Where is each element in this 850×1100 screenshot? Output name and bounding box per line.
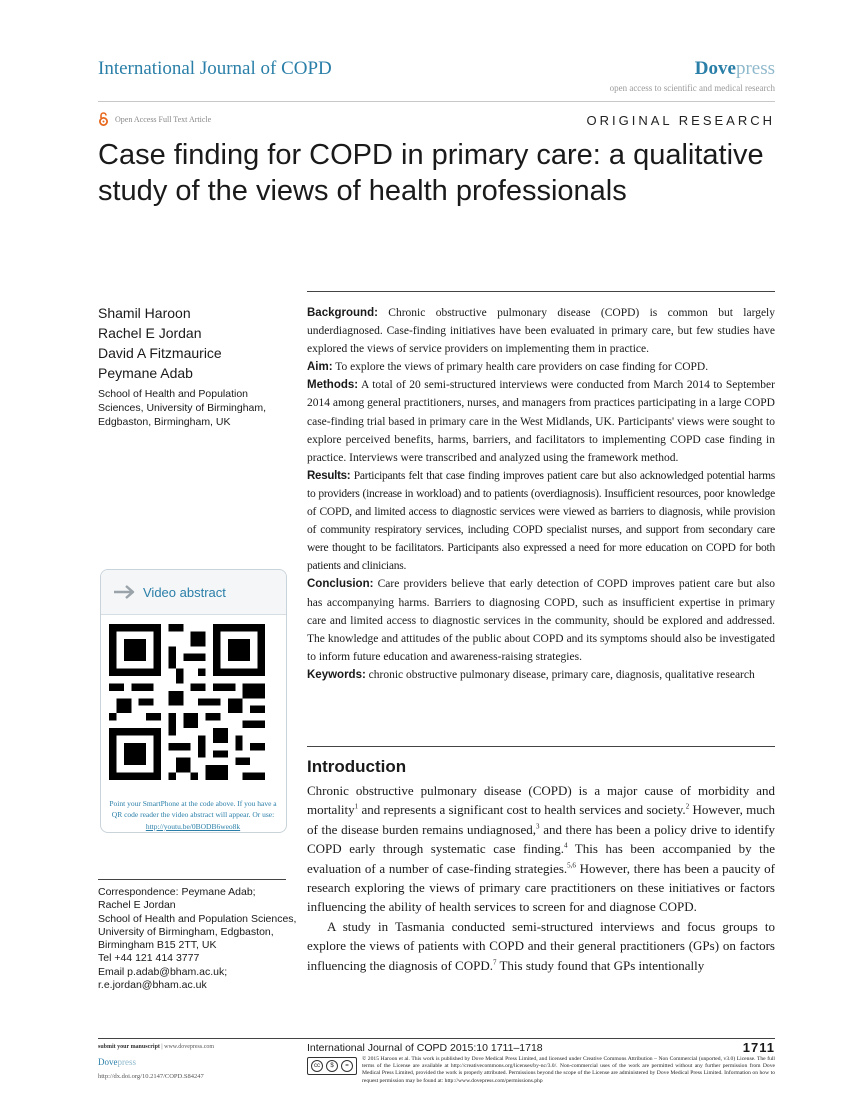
abstract-top-rule bbox=[307, 291, 775, 292]
publisher-tagline: open access to scientific and medical research bbox=[609, 83, 775, 93]
article-type: ORIGINAL RESEARCH bbox=[586, 113, 775, 128]
qr-code-icon[interactable] bbox=[109, 624, 265, 780]
citation-ref[interactable]: 1 bbox=[354, 803, 359, 812]
abstract-methods: Methods: A total of 20 semi-structured interviews were conducted from March 2014 to September 2014 among general practitioners, nurses, and managers from practices participating in a large COPD case-finding trial based in primary care in the West Midlands, UK. Participants' views were sought to explore perceived benefits, harms, barriers, and facilitators to implementing COPD case finding in practice. Interviews were transcribed and analyzed using the framework method. bbox=[307, 379, 775, 464]
video-link[interactable]: http://youtu.be/0BODB6weo8k bbox=[145, 822, 241, 831]
section-heading-introduction: Introduction bbox=[307, 757, 407, 776]
citation-ref[interactable]: 7 bbox=[492, 958, 497, 967]
license-text: © 2015 Haroon et al. This work is published by Dove Medical Press Limited, and licensed under Creative Commons Attribution – Non Commercial (unported, v3.0) License. The full terms of the License are available at http://creativecommons.org/licenses/by-nc/3.0/. Non-commercial uses of the work are permitted without any further permission from Dove Medical Press Limited, provided the work is properly attributed. Permissions beyond the scope of the License are administered by Dove Medical Press Limited. Information on how to request permission may be found at: http://www.dovepress.com/permissions.php bbox=[362, 1056, 775, 1084]
doi-link[interactable]: http://dx.doi.org/10.2147/COPD.S84247 bbox=[98, 1073, 204, 1080]
publisher-logo[interactable] bbox=[695, 58, 775, 80]
correspondence bbox=[98, 886, 298, 992]
correspondence-line: Rachel E Jordan bbox=[98, 899, 176, 912]
abstract-keywords: Keywords: chronic obstructive pulmonary disease, primary care, diagnosis, qualitative research bbox=[307, 668, 755, 681]
paragraph: A study in Tasmania conducted semi-structured interviews and focus groups to explore the views of patients with COPD and their general practitioners (GPs) on factors influencing the diagnosis of COPD.$^7$ This study found that GPs intentionally bbox=[307, 918, 775, 973]
correspondence-line: Birmingham B15 2TT, UK bbox=[98, 939, 217, 952]
abstract-results: Results: Participants felt that case finding improves patient care but also acknowledged potential harms to providers (increase in workload) and to patients (overdiagnosis). Insufficient resources, poor knowledge of COPD, and limited access to diagnostic services were viewed as barriers to diagnosis, while provision of community respiratory services, including COPD specialist nurses, and support from secondary care were thought to be facilitators. Participants also expressed a need for more education on COPD for both patients and clinicians. bbox=[307, 469, 775, 573]
correspondence-line: Tel +44 121 414 3777 bbox=[98, 952, 200, 965]
video-abstract-header[interactable] bbox=[101, 570, 286, 615]
abstract-conclusion: Conclusion: Care providers believe that early detection of COPD improves patient care but also has accompanying harms. Barriers to diagnosing COPD, such as insufficient expertise in primary care and limited access to diagnostic services in the community, should be explored and addressed. The knowledge and attitudes of the public about COPD and its symptoms should also be investigated to inform future education and awareness-raising strategies. bbox=[307, 578, 776, 663]
video-abstract-box[interactable] bbox=[100, 569, 287, 833]
correspondence-email[interactable]: Email p.adab@bham.ac.uk; bbox=[98, 965, 228, 978]
author: Peymane Adab bbox=[98, 365, 193, 381]
footer-publisher-logo: Dovepress bbox=[98, 1057, 136, 1067]
citation-line: International Journal of COPD 2015:10 1711–1718 bbox=[307, 1042, 543, 1054]
correspondence-line: School of Health and Population Sciences, bbox=[98, 912, 297, 925]
author: David A Fitzmaurice bbox=[98, 345, 222, 361]
abstract-bottom-rule bbox=[307, 746, 775, 747]
footer-rule bbox=[98, 1038, 775, 1039]
citation-ref[interactable]: 5,6 bbox=[567, 861, 576, 870]
abstract bbox=[307, 304, 775, 684]
publisher-bold: Dove bbox=[694, 58, 736, 79]
open-access-label: Open Access Full Text Article bbox=[115, 114, 212, 124]
submit-manuscript[interactable]: submit your manuscript | www.dovepress.com bbox=[98, 1044, 215, 1050]
page-number: 1711 bbox=[742, 1040, 775, 1055]
citation-ref[interactable]: 3 bbox=[536, 822, 540, 831]
arrow-right-icon bbox=[113, 584, 137, 600]
correspondence-rule bbox=[98, 879, 286, 880]
article-title: Case finding for COPD in primary care: a qualitative study of the views of health professionals bbox=[98, 139, 764, 207]
paragraph: Chronic obstructive pulmonary disease (COPD) is a major cause of morbidity and mortality$^1$ and represents a significant cost to health services and society.$^2$ However, much of the disease burden remains undiagnosed,$^3$ and there has been a policy drive to identify COPD early through systematic case finding.$^4$ This has been accompanied by the evaluation of a number of case-finding strategies.$^{5,6}$ However, there has been a paucity of research exploring the views of primary care practitioners on these initiatives or factors influencing the ability of health services to screen for and diagnose COPD. bbox=[307, 783, 776, 915]
author-list bbox=[98, 303, 222, 383]
introduction-body bbox=[307, 781, 775, 975]
open-access-badge bbox=[98, 112, 211, 126]
abstract-aim: Aim: To explore the views of primary health care providers on case finding for COPD. bbox=[307, 361, 709, 374]
video-abstract-label: Video abstract bbox=[143, 584, 226, 600]
correspondence-line: University of Birmingham, Edgbaston, bbox=[98, 925, 274, 938]
author: Shamil Haroon bbox=[98, 305, 191, 321]
video-instructions: Point your SmartPhone at the code above. If you have a QR code reader the video abstract will appear. Or use: bbox=[109, 799, 277, 819]
open-access-lock-icon bbox=[98, 112, 109, 126]
journal-name[interactable]: International Journal of COPD bbox=[98, 58, 332, 79]
citation-ref[interactable]: 2 bbox=[685, 803, 690, 812]
header-divider bbox=[98, 101, 775, 102]
correspondence-email[interactable]: r.e.jordan@bham.ac.uk bbox=[98, 979, 207, 992]
publisher-light: press bbox=[735, 58, 775, 79]
abstract-background: Background: Chronic obstructive pulmonary disease (COPD) is common but largely underdiagnosed. Case-finding initiatives have been evaluated in primary care, but few studies have explored the views of service providers on implementing them in practice. bbox=[307, 307, 775, 356]
affiliation: School of Health and Population Sciences, University of Birmingham, Edgbaston, Birmingham, UK bbox=[98, 388, 267, 428]
citation-ref[interactable]: 4 bbox=[563, 841, 568, 850]
author: Rachel E Jordan bbox=[98, 325, 202, 341]
creative-commons-icon[interactable]: cc $ = bbox=[307, 1057, 357, 1075]
correspondence-line: Correspondence: Peymane Adab; bbox=[98, 886, 256, 898]
